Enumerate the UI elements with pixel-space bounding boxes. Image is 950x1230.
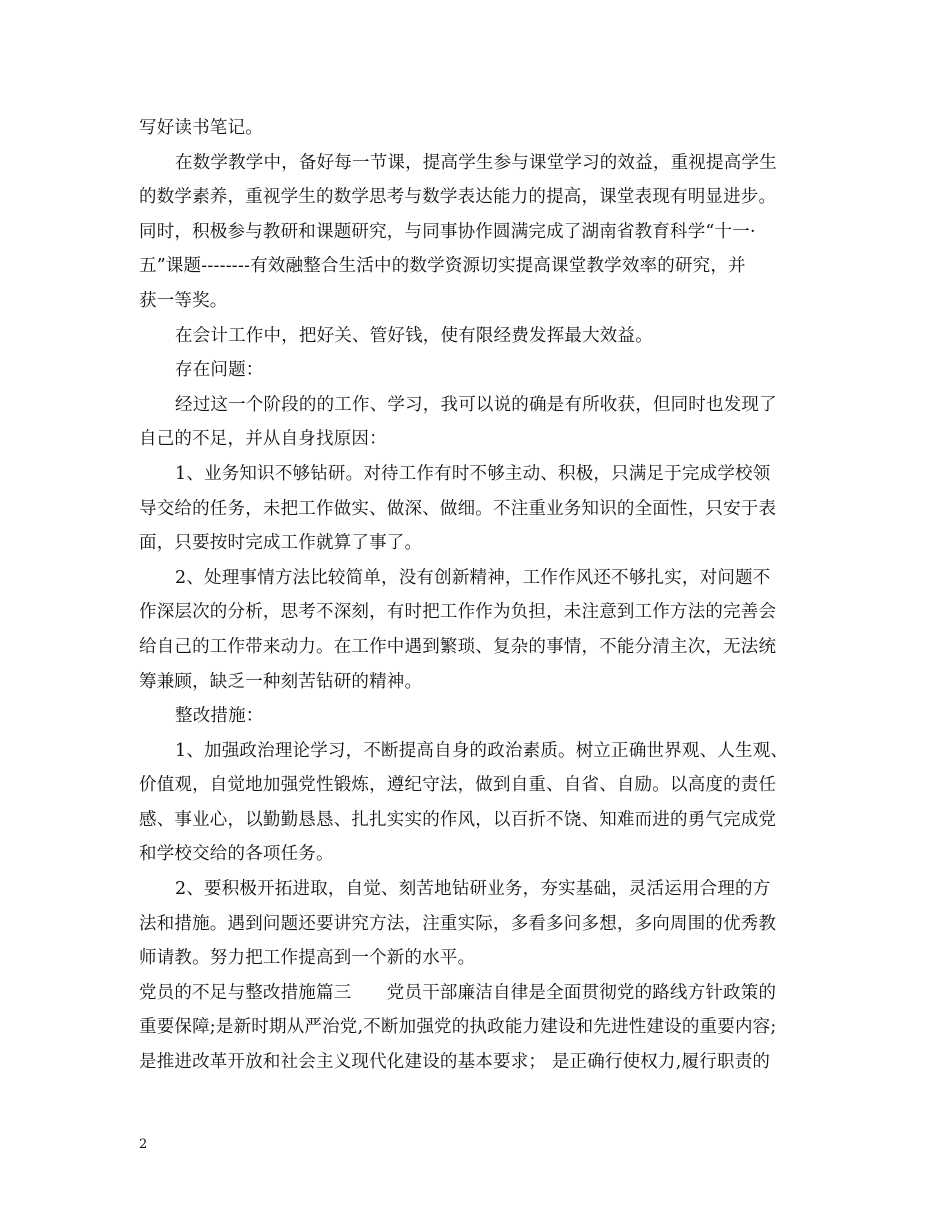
- text-line: 筹兼顾，缺乏一种刻苦钻研的精神。: [139, 671, 423, 692]
- text-line: 在数学教学中，备好每一节课，提高学生参与课堂学习的效益，重视提高学生: [175, 152, 777, 173]
- text-line: 写好读书笔记。: [139, 118, 263, 138]
- text-line: 1、业务知识不够钻研。对待工作有时不够主动、积极，只满足于完成学校领: [175, 463, 771, 484]
- text-line: 1、加强政治理论学习，不断提高自身的政治素质。树立正确世界观、人生观、: [175, 740, 789, 761]
- text-line: 的数学素养，重视学生的数学思考与数学表达能力的提高，课堂表现有明显进步。: [139, 187, 777, 208]
- text-line: 感、事业心，以勤勤恳恳、扎扎实实的作风，以百折不饶、知难而进的勇气完成党: [139, 809, 777, 830]
- text-line: 自己的不足，并从自身找原因：: [139, 429, 387, 450]
- text-line: 重要保障;是新时期从严治党,不断加强党的执政能力建设和先进性建设的重要内容;: [139, 1017, 777, 1038]
- text-line: 是推进改革开放和社会主义现代化建设的基本要求； 是正确行使权力,履行职责的: [139, 1052, 771, 1073]
- text-line: 价值观，自觉地加强党性锻炼，遵纪守法，做到自重、自省、自励。以高度的责任: [139, 775, 777, 796]
- text-line: 2、要积极开拓进取，自觉、刻苦地钻研业务，夯实基础，灵活运用合理的方: [175, 879, 771, 900]
- text-line: 法和措施。遇到问题还要讲究方法，注重实际，多看多问多想，多向周围的优秀教: [139, 913, 777, 934]
- text-line: 面，只要按时完成工作就算了事了。: [139, 533, 423, 554]
- text-line: 整改措施：: [175, 706, 264, 727]
- text-line: 获一等奖。: [139, 290, 228, 311]
- text-line: 五”课题--------有效融整合生活中的数学资源切实提高课堂教学效率的研究，并: [139, 256, 746, 277]
- text-line: 和学校交给的各项任务。: [139, 844, 334, 865]
- text-line: 给自己的工作带来动力。在工作中遇到繁琐、复杂的事情，不能分清主次，无法统: [139, 636, 777, 657]
- text-line: 导交给的任务，未把工作做实、做深、做细。不注重业务知识的全面性，只安于表: [139, 498, 777, 519]
- text-line: 作深层次的分析，思考不深刻，有时把工作作为负担，未注意到工作方法的完善会: [139, 602, 777, 623]
- text-line: 2、处理事情方法比较简单，没有创新精神，工作作风还不够扎实，对问题不: [175, 567, 771, 588]
- document-body: [139, 111, 819, 1080]
- text-line: 在会计工作中，把好关、管好钱，使有限经费发挥最大效益。: [175, 325, 653, 346]
- text-line: 经过这一个阶段的的工作、学习，我可以说的确是有所收获，但同时也发现了: [175, 394, 777, 415]
- text-line: 师请教。努力把工作提高到一个新的水平。: [139, 948, 476, 969]
- page-number: 2: [139, 1137, 148, 1152]
- text-line: 党员的不足与整改措施篇三 党员干部廉洁自律是全面贯彻党的路线方针政策的: [139, 982, 777, 1003]
- text-line: 存在问题：: [175, 360, 264, 381]
- text-line: 同时，积极参与教研和课题研究，与同事协作圆满完成了湖南省教育科学“十一·: [139, 221, 756, 242]
